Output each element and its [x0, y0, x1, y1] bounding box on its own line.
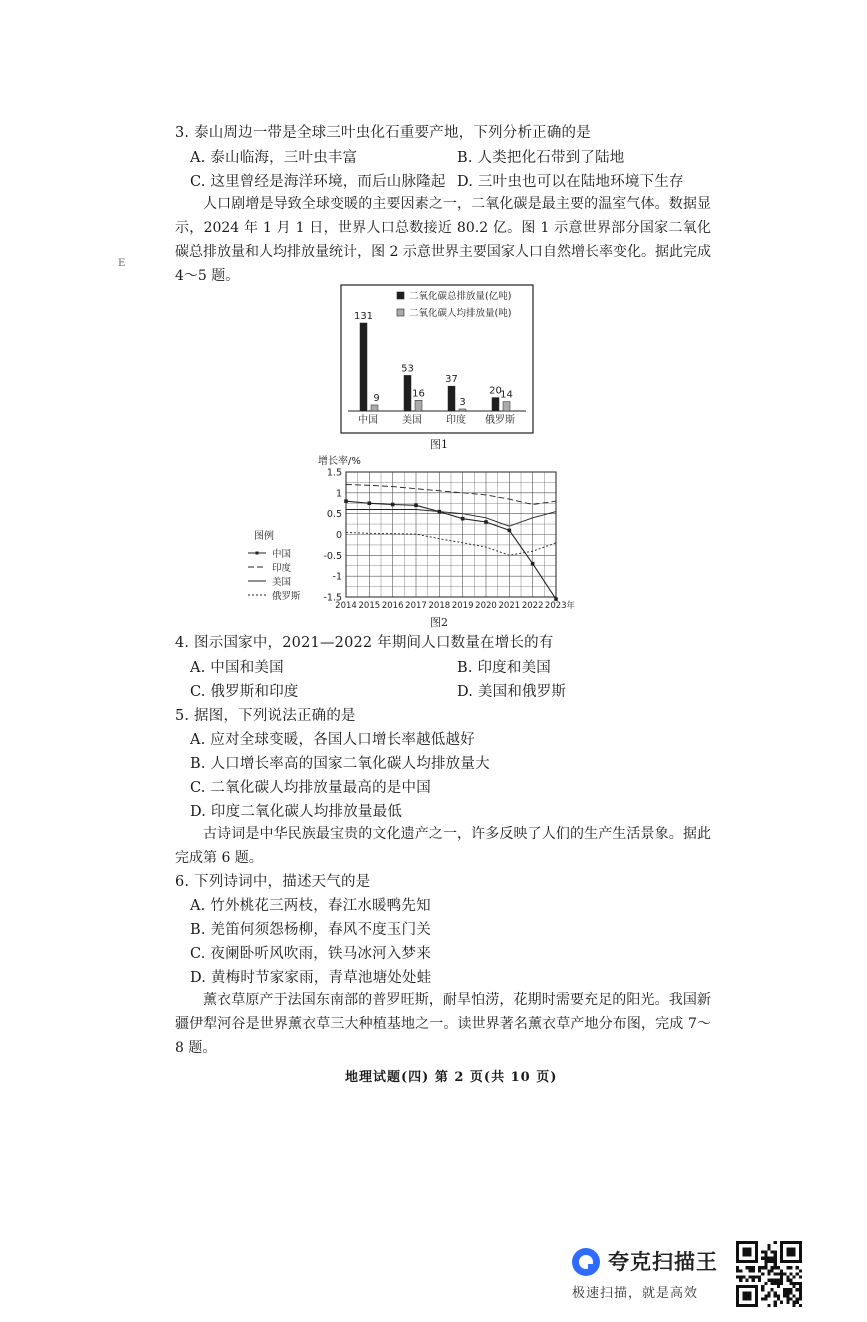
fig1-category-label: 俄罗斯: [485, 415, 515, 426]
q5-stem: 5. 据图，下列说法正确的是: [175, 708, 356, 724]
q3-option-c: C. 这里曾经是海洋环境，而后山脉隆起: [190, 174, 446, 190]
q6-option-c: C. 夜阑卧听风吹雨，铁马冰河入梦来: [190, 946, 431, 962]
q3-option-b: B. 人类把化石带到了陆地: [457, 150, 625, 166]
fig1-bar: [503, 402, 510, 411]
q3-option-a: A. 泰山临海，三叶虫丰富: [190, 150, 358, 166]
fig2-y-tick-label: 0: [335, 530, 342, 541]
passage-poetry: 古诗词是中华民族最宝贵的文化遗产之一，许多反映了人们的生产生活景象。据此完成第 6 题。: [175, 826, 711, 866]
q5-option-d: D. 印度二氧化碳人均排放量最低: [190, 804, 403, 820]
fig2-legend-marker: [256, 552, 259, 555]
page-footer: 地理试题(四) 第 2 页(共 10 页): [345, 1070, 558, 1085]
fig1-bar: [492, 398, 499, 411]
fig2-x-tick-label: 2015: [358, 601, 381, 611]
watermark-slogan: 极速扫描，就是高效: [572, 1286, 699, 1301]
figure-2-caption: 图2: [430, 616, 448, 629]
fig1-bar: [404, 375, 411, 411]
fig1-bar-value: 3: [459, 396, 466, 408]
fig2-legend-label: 中国: [272, 549, 292, 560]
q5-option-c: C. 二氧化碳人均排放量最高的是中国: [190, 780, 431, 796]
fig2-x-tick-label: 2021: [498, 601, 521, 611]
fig2-x-tick-label: 2023年: [544, 601, 576, 611]
q3-stem: 3. 泰山周边一带是全球三叶虫化石重要产地，下列分析正确的是: [175, 125, 591, 141]
fig2-point: [554, 597, 558, 601]
fig1-legend-label: 二氧化碳人均排放量(吨): [409, 308, 512, 319]
fig2-point: [368, 501, 372, 505]
fig2-legend-label: 美国: [272, 577, 292, 588]
fig2-point: [344, 499, 348, 503]
fig1-bar: [448, 386, 455, 411]
fig1-bar-value: 20: [489, 385, 502, 397]
q4-stem: 4. 图示国家中，2021—2022 年期间人口数量在增长的有: [175, 635, 554, 651]
fig2-y-tick-label: -0.5: [323, 550, 342, 562]
fig1-bar-value: 16: [412, 388, 425, 400]
fig2-point: [508, 529, 512, 533]
fig2-x-tick-label: 2019: [451, 601, 474, 611]
fig1-bar: [415, 400, 422, 411]
fig1-bar-value: 53: [401, 363, 414, 375]
fig1-legend-swatch: [397, 292, 404, 299]
fig1-category-label: 美国: [402, 415, 422, 426]
fig2-x-tick-label: 2017: [405, 601, 427, 611]
fig1-bar-value: 131: [353, 311, 374, 322]
q5-option-b: B. 人口增长率高的国家二氧化碳人均排放量大: [190, 756, 490, 772]
passage-population: 人口剧增是导致全球变暖的主要因素之一，二氧化碳是最主要的温室气体。数据显示，2024 年 1 月 1 日，世界人口总数接近 80.2 亿。图 1 示意世界部分国家二氧化碳总排放量和人均排放量统计，图 2 示意世界主要国家人口自然增长率变化。据此完成 4～5 题。: [175, 196, 711, 284]
q6-stem: 6. 下列诗词中，描述天气的是: [175, 874, 371, 890]
passage-lavender: 薰衣草原产于法国东南部的普罗旺斯，耐旱怕涝，花期时需要充足的阳光。我国新疆伊犁河谷是世界薰衣草三大种植基地之一。读世界著名薰衣草产地分布图，完成 7～8 题。: [175, 992, 711, 1056]
fig1-bar-value: 14: [500, 389, 513, 401]
qr-code: [736, 1241, 802, 1307]
fig2-point: [461, 517, 465, 521]
figure-1-bar-chart: [340, 284, 534, 434]
fig2-point: [531, 562, 535, 566]
figure-1-caption: 图1: [430, 438, 448, 451]
fig1-legend-swatch: [397, 309, 404, 316]
fig1-bar: [459, 409, 466, 411]
watermark-name: 夸克扫描王: [608, 1250, 718, 1274]
fig2-point: [484, 520, 488, 524]
fig2-x-tick-label: 2022: [521, 601, 544, 611]
fig2-x-tick-label: 2014: [335, 601, 357, 611]
fig1-category-label: 印度: [446, 415, 466, 426]
q3-option-d: D. 三叶虫也可以在陆地环境下生存: [457, 174, 684, 190]
q4-option-d: D. 美国和俄罗斯: [457, 684, 567, 700]
fig2-point: [414, 504, 418, 508]
fig2-y-tick-label: 1: [335, 488, 342, 500]
q6-option-d: D. 黄梅时节家家雨，青草池塘处处蛙: [190, 970, 432, 986]
fig1-bar-value: 37: [445, 374, 458, 386]
margin-mark: E: [118, 258, 126, 269]
q4-option-a: A. 中国和美国: [190, 660, 284, 676]
fig1-category-label: 中国: [358, 415, 378, 426]
fig2-y-tick-label: 1.5: [326, 467, 342, 479]
fig2-y-tick-label: -1: [332, 571, 342, 583]
fig1-bar: [371, 405, 378, 411]
fig2-x-tick-label: 2016: [381, 601, 404, 611]
fig2-x-tick-label: 2018: [428, 601, 451, 611]
q6-option-a: A. 竹外桃花三两枝，春江水暖鸭先知: [190, 898, 431, 914]
fig2-point: [391, 503, 395, 507]
fig2-y-tick-label: 0.5: [326, 509, 342, 521]
q4-option-c: C. 俄罗斯和印度: [190, 684, 299, 700]
fig2-legend-label: 印度: [272, 563, 292, 574]
fig2-legend-title: 图例: [254, 531, 274, 542]
scanner-watermark: [570, 1242, 730, 1302]
q5-option-a: A. 应对全球变暖，各国人口增长率越低越好: [190, 732, 475, 748]
fig1-legend-label: 二氧化碳总排放量(亿吨): [409, 291, 512, 302]
q6-option-b: B. 羌笛何须怨杨柳，春风不度玉门关: [190, 922, 431, 938]
q4-option-b: B. 印度和美国: [457, 660, 551, 676]
fig2-y-tick-label: -1.5: [323, 592, 342, 604]
figure-2-line-chart: [240, 450, 576, 615]
fig2-y-axis-label: 增长率/%: [318, 456, 361, 467]
fig2-x-tick-label: 2020: [475, 601, 497, 611]
quark-logo-icon: [570, 1246, 602, 1278]
fig2-legend-label: 俄罗斯: [272, 591, 301, 602]
fig1-bar: [360, 323, 367, 411]
fig1-bar-value: 9: [373, 392, 380, 404]
